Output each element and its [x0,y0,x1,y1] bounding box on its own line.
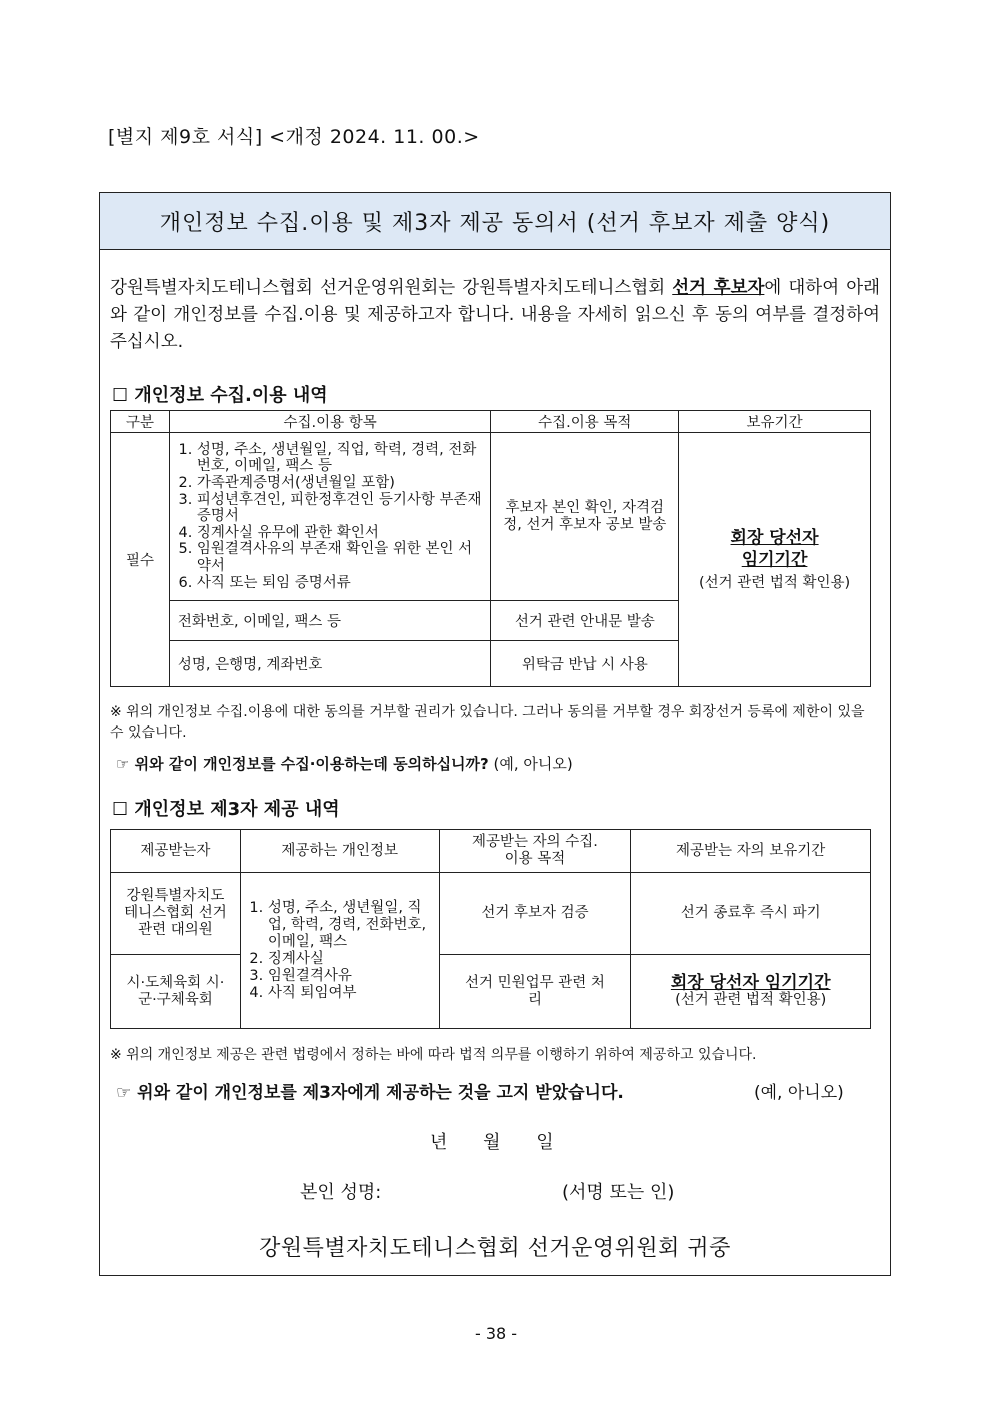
header-items: 수집.이용 항목 [169,411,491,433]
recipient-retention-main: 회장 당선자 임기기간 [670,972,831,993]
recipient-2: 시·도체육회 시·군·구체육회 [111,955,241,1029]
recipient-purpose-2: 선거 민원업무 관련 처리 [439,955,631,1029]
intro-text-1: 강원특별자치도테니스협회 선거운영위원회는 강원특별자치도테니스협회 [110,278,673,298]
items-cell-2: 전화번호, 이메일, 팩스 등 [169,601,491,641]
collection-consent-question: ☞ 위와 같이 개인정보를 수집·이용하는데 동의하십니까? [116,755,489,773]
form-label: [별지 제9호 서식] <개정 2024. 11. 00.> [108,126,480,148]
third-party-consent-statement: ☞ 위와 같이 개인정보를 제3자에게 제공하는 것을 고지 받았습니다. [116,1083,624,1103]
purpose-cell-2: 선거 관련 안내문 발송 [491,601,679,641]
purpose-cell-3: 위탁금 반납 시 사용 [491,641,679,687]
provided-info-cell [240,873,439,1029]
list-item: 1. 성명, 주소, 생년월일, 직업, 학력, 경력, 전화번호, 이메일, 팩스 등 [197,442,486,475]
header-recipient-purpose: 제공받는 자의 수집.이용 목적 [439,830,631,873]
items-cell-3: 성명, 은행명, 계좌번호 [169,641,491,687]
header-recipient-retention: 제공받는 자의 보유기간 [631,830,871,873]
category-required: 필수 [111,433,170,687]
recipient-retention-2 [631,955,871,1029]
collection-consent [116,753,573,774]
addressee: 강원특별자치도테니스협회 선거운영위원회 귀중 [259,1236,731,1261]
header-provided-info: 제공하는 개인정보 [240,830,439,873]
list-item: 5. 임원결격사유의 부존재 확인을 위한 본인 서약서 [197,541,486,574]
intro-paragraph [110,275,880,356]
header-purpose: 수집.이용 목적 [491,411,679,433]
third-party-table [110,829,871,1029]
retention-cell [679,433,871,687]
list-item: 4. 사직 퇴임여부 [268,985,434,1002]
collection-note: ※ 위의 개인정보 수집.이용에 대한 동의를 거부할 권리가 있습니다. 그러나 동의를 거부할 경우 회장선거 등록에 제한이 있을 수 있습니다. [110,704,865,741]
list-item: 2. 징계사실 [268,951,434,968]
collection-table [110,410,871,687]
date-line[interactable]: 년 월 일 [430,1132,554,1153]
signature-label: 본인 성명: [300,1182,382,1203]
header-recipient: 제공받는자 [111,830,241,873]
header-category: 구분 [111,411,170,433]
retention-main: 회장 당선자 임기기간 [730,528,819,570]
recipient-purpose-1: 선거 후보자 검증 [439,873,631,955]
recipient-retention-1: 선거 종료후 즉시 파기 [631,873,871,955]
consent-form [99,192,891,1276]
collection-consent-options[interactable]: (예, 아니오) [493,755,573,773]
section-heading-third-party: ☐ 개인정보 제3자 제공 내역 [112,799,340,820]
header-retention: 보유기간 [679,411,871,433]
third-party-consent-options[interactable]: (예, 아니오) [754,1083,844,1103]
form-title: 개인정보 수집.이용 및 제3자 제공 동의서 (선거 후보자 제출 양식) [100,193,890,250]
recipient-retention-sub: (선거 관련 법적 확인용) [675,991,827,1008]
intro-text-2: 에 대하여 아래와 같이 개인정보를 수집.이용 및 제공하고자 합니다. 내용을 자세히 읽으신 후 동의 여부를 결정하여 주십시오. [110,278,880,352]
retention-sub: (선거 관련 법적 확인용) [698,575,851,591]
purpose-cell: 후보자 본인 확인, 자격검정, 선거 후보자 공보 발송 [491,433,679,601]
items-cell [169,433,491,601]
list-item: 3. 피성년후견인, 피한정후견인 등기사항 부존재 증명서 [197,492,486,525]
intro-emphasis: 선거 후보자 [672,278,765,298]
section-heading-collection: ☐ 개인정보 수집.이용 내역 [112,385,328,406]
list-item: 1. 성명, 주소, 생년월일, 직업, 학력, 경력, 전화번호, 이메일, 팩스 [268,900,434,951]
third-party-note: ※ 위의 개인정보 제공은 관련 법령에서 정하는 바에 따라 법적 의무를 이행하기 위하여 제공하고 있습니다. [110,1047,757,1063]
list-item: 2. 가족관계증명서(생년월일 포함) [197,475,486,492]
signature-hint[interactable]: (서명 또는 인) [562,1182,675,1203]
list-item: 4. 징계사실 유무에 관한 확인서 [197,525,486,542]
list-item: 6. 사직 또는 퇴임 증명서류 [197,575,486,592]
recipient-1: 강원특별자치도테니스협회 선거 관련 대의원 [111,873,241,955]
page-number: - 38 - [474,1324,518,1343]
list-item: 3. 임원결격사유 [268,968,434,985]
